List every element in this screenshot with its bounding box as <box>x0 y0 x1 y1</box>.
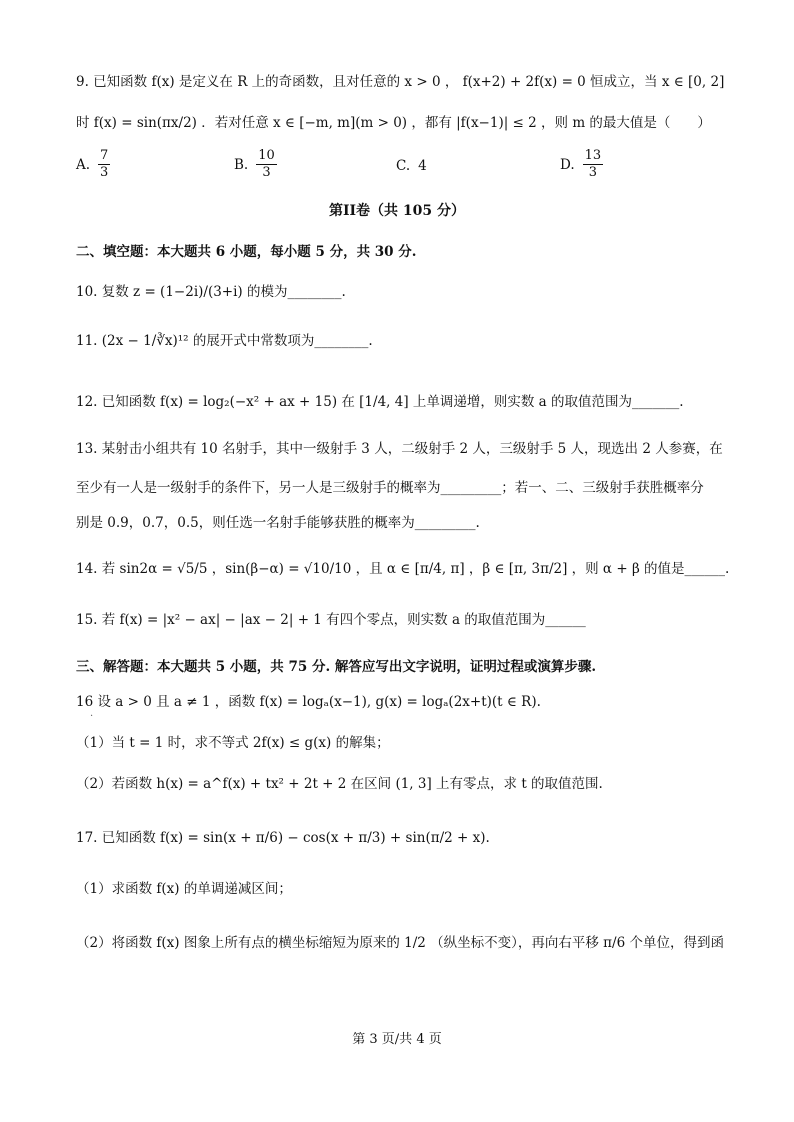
question-17: 17. 已知函数 f(x) = sin(x + π/6) − cos(x + π/3) + sin(π/2 + x). <box>76 830 490 846</box>
question-13-line3: 别是 0.9，0.7，0.5，则任选一名射手能够获胜的概率为_________. <box>76 515 480 531</box>
section3-heading: 三、解答题：本大题共 5 小题，共 75 分. 解答应写出文字说明，证明过程或演算步骤. <box>76 659 597 675</box>
option-a-num: 7 <box>100 148 109 163</box>
option-b-num: 10 <box>258 148 275 163</box>
q9-line1: 9. 已知函数 f(x) 是定义在 R 上的奇函数，且对任意的 x > 0 ， f(x+2) + 2f(x) = 0 恒成立，当 x ∈ [0, 2] <box>76 74 725 90</box>
question-14: 14. 若 sin2α = √5/5 ，sin(β−α) = √10/10 ，且 α ∈ [π/4, π] ，β ∈ [π, 3π/2] ，则 α + β 的值是______. <box>76 561 730 577</box>
question-15: 15. 若 f(x) = |x² − ax| − |ax − 2| + 1 有四个零点，则实数 a 的取值范围为______ <box>76 612 586 628</box>
question-17-part1: （1）求函数 f(x) 的单调递减区间； <box>76 881 292 897</box>
page-footer: 第 3 页/共 4 页 <box>352 1032 442 1047</box>
option-d-fraction <box>583 148 604 181</box>
q9-options <box>76 148 738 188</box>
part2-title: 第II卷（共 105 分） <box>328 203 466 219</box>
stray-mark: · <box>90 711 94 722</box>
option-d-den: 3 <box>588 165 598 180</box>
question-16-part2: （2）若函数 h(x) = a^f(x) + tx² + 2t + 2 在区间 (1, 3] 上有零点，求 t 的取值范围. <box>76 776 603 792</box>
option-b <box>234 148 277 181</box>
question-16: 16 设 a > 0 且 a ≠ 1 ，函数 f(x) = logₐ(x−1), g(x) = logₐ(2x+t)(t ∈ R). <box>76 694 541 710</box>
option-b-label: B. <box>234 156 249 173</box>
option-a-label: A. <box>76 156 91 173</box>
question-11: 11. (2x − 1/∛x)¹² 的展开式中常数项为________. <box>76 333 373 349</box>
section2-heading: 二、填空题：本大题共 6 小题，每小题 5 分，共 30 分. <box>76 244 417 260</box>
option-c <box>396 158 427 174</box>
question-16-part1: （1）当 t = 1 时，求不等式 2f(x) ≤ g(x) 的解集； <box>76 735 390 751</box>
option-b-fraction <box>256 148 277 181</box>
question-13-line1: 13. 某射击小组共有 10 名射手，其中一级射手 3 人，二级射手 2 人，三级射手 5 人，现选出 2 人参赛，在 <box>76 441 723 457</box>
option-b-den: 3 <box>262 165 271 180</box>
question-12: 12. 已知函数 f(x) = log₂(−x² + ax + 15) 在 [1/4, 4] 上单调递增，则实数 a 的取值范围为_______. <box>76 394 684 410</box>
q9-line2: 时 f(x) = sin(πx/2) ．若对任意 x ∈ [−m, m](m > 0) ，都有 |f(x−1)| ≤ 2 ，则 m 的最大值是（ ） <box>76 115 711 131</box>
option-d <box>560 148 603 181</box>
question-10: 10. 复数 z = (1−2i)/(3+i) 的模为________. <box>76 284 346 300</box>
option-d-num: 13 <box>584 148 602 163</box>
option-a <box>76 148 110 181</box>
option-a-fraction <box>98 148 110 181</box>
question-13-line2: 至少有一人是一级射手的条件下，另一人是三级射手的概率为_________；若一、二、三级射手获胜概率分 <box>76 480 704 496</box>
option-c-text: 4 <box>418 158 427 174</box>
option-c-label: C. <box>396 158 411 174</box>
option-a-den: 3 <box>100 165 109 180</box>
question-17-part2: （2）将函数 f(x) 图象上所有点的横坐标缩短为原来的 1/2 （纵坐标不变），再向右平移 π/6 个单位，得到函 <box>76 935 724 951</box>
option-d-label: D. <box>560 156 575 173</box>
